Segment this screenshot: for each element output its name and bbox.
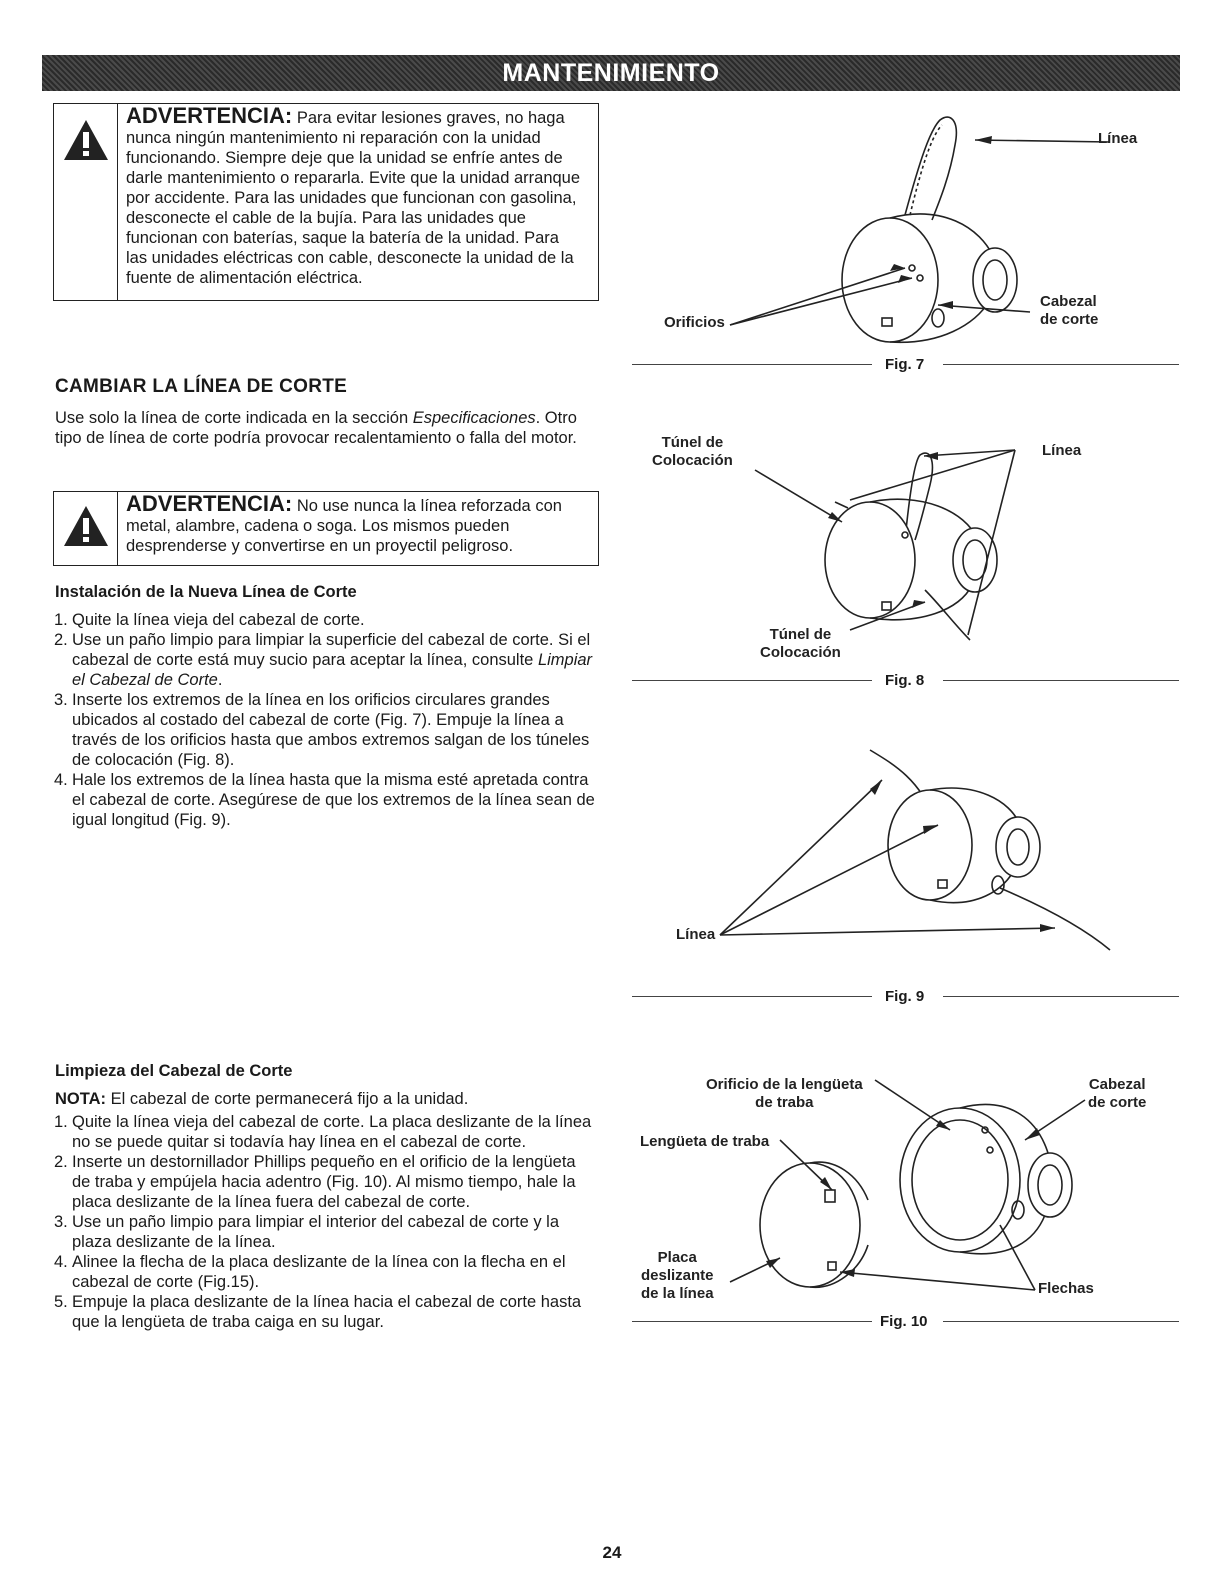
warning-text-block — [118, 104, 589, 300]
list-item — [42, 1152, 597, 1212]
warning-box-line — [53, 491, 599, 566]
fig7-rule-left — [632, 364, 872, 365]
cleaning-title: Limpieza del Cabezal de Corte — [55, 1062, 293, 1080]
list-item — [42, 1252, 597, 1292]
step-number: 2. — [54, 1153, 68, 1171]
fig7-label-cabezal — [1040, 293, 1098, 329]
intro-emphasis: Especificaciones — [412, 409, 536, 427]
section-banner: MANTENIMIENTO — [42, 55, 1180, 91]
step-emphasis: Limpiar el Cabezal de Corte — [72, 651, 593, 689]
fig8-rule-left — [632, 680, 872, 681]
intro-text: Use solo la línea de corte indicada en la sección — [55, 409, 413, 427]
list-item — [42, 1112, 597, 1152]
label-line: de corte — [1088, 1094, 1147, 1111]
warning-box-service — [53, 103, 599, 301]
step-text: Inserte un destornillador Phillips pequeño en el orificio de la lengüeta de traba y empújela hacia adentro (Fig. 10). Al mismo tiempo, hale la placa deslizante de la línea fuera del cabezal de corte. — [72, 1153, 576, 1211]
fig9-label-linea: Línea — [676, 926, 716, 943]
warning-heading: ADVERTENCIA: — [126, 491, 293, 516]
label-line: Placa — [657, 1249, 697, 1266]
fig8-label-linea: Línea — [1042, 442, 1082, 459]
step-text: Empuje la placa deslizante de la línea hacia el cabezal de corte hasta que la lengüeta de traba caiga en su lugar. — [72, 1293, 582, 1331]
install-title: Instalación de la Nueva Línea de Corte — [55, 583, 357, 601]
warning-icon-cell — [54, 492, 118, 565]
fig9-caption: Fig. 9 — [885, 988, 925, 1005]
fig10-rule-right — [943, 1321, 1179, 1322]
intro-text-tail: . Otro tipo de línea de corte podría provocar recalentamiento o falla del motor. — [55, 409, 577, 447]
fig10-caption: Fig. 10 — [880, 1313, 928, 1330]
fig8-label-tunel-top — [652, 434, 733, 470]
step-number: 3. — [54, 1213, 68, 1231]
fig10-label-cabezal — [1088, 1076, 1146, 1112]
step-text-tail: . — [217, 671, 223, 689]
list-item — [42, 630, 597, 690]
step-text: Inserte los extremos de la línea en los orificios circulares grandes ubicados al costado del cabezal de corte (Fig. 7). Empuje la línea a través de los orificios hasta que ambos extremos salgan de los túneles de colocación (Fig. 8). — [72, 691, 590, 769]
step-number: 5. — [54, 1293, 68, 1311]
fig10-label-flechas: Flechas — [1038, 1280, 1094, 1297]
fig7-label-linea: Línea — [1098, 130, 1138, 147]
warning-text: No use nunca la línea reforzada con metal, alambre, cadena o soga. Los mismos pueden desprenderse y convertirse en un proyectil peligroso. — [126, 497, 562, 555]
label-line: Cabezal — [1088, 1076, 1146, 1093]
label-line: deslizante — [641, 1267, 714, 1284]
fig9-rule-left — [632, 996, 872, 997]
label-line: Túnel de — [769, 626, 832, 643]
label-line: de la línea — [641, 1285, 714, 1302]
section-title: CAMBIAR LA LÍNEA DE CORTE — [55, 376, 348, 397]
fig10-label-lengueta: Lengüeta de traba — [640, 1133, 770, 1150]
label-line: Cabezal — [1040, 293, 1097, 310]
step-number: 3. — [54, 691, 68, 709]
list-item — [42, 770, 597, 830]
fig8-rule-right — [943, 680, 1179, 681]
fig7-label-orificios: Orificios — [664, 314, 725, 331]
warning-triangle-icon — [62, 118, 110, 162]
fig7-rule-right — [943, 364, 1179, 365]
cleaning-note — [55, 1089, 595, 1109]
step-text: Quite la línea vieja del cabezal de corte. La placa deslizante de la línea no se puede quitar si todavía hay línea en el cabezal de corte. — [72, 1113, 592, 1151]
step-text: Alinee la flecha de la placa deslizante de la línea con la flecha en el cabezal de corte (Fig.15). — [72, 1253, 566, 1291]
fig9-rule-right — [943, 996, 1179, 997]
page-number: 24 — [602, 1543, 622, 1562]
step-number: 1. — [54, 611, 68, 629]
list-item — [42, 1292, 597, 1332]
step-text: Use un paño limpio para limpiar el interior del cabezal de corte y la plaza deslizante de la línea. — [72, 1213, 559, 1251]
note-text: El cabezal de corte permanecerá fijo a la unidad. — [106, 1090, 469, 1108]
fig8-caption: Fig. 8 — [885, 672, 925, 689]
warning-triangle-icon — [62, 504, 110, 548]
step-number: 2. — [54, 631, 68, 649]
note-label: NOTA: — [55, 1090, 107, 1108]
fig7-caption: Fig. 7 — [885, 356, 925, 373]
label-line: de traba — [755, 1094, 814, 1111]
cleaning-steps — [42, 1112, 597, 1332]
list-item — [42, 690, 597, 770]
warning-icon-cell — [54, 104, 118, 300]
label-line: Orificio de la lengüeta — [706, 1076, 863, 1093]
step-number: 4. — [54, 771, 68, 789]
fig8-label-tunel-bottom — [760, 626, 841, 662]
label-line: Túnel de — [661, 434, 724, 451]
install-steps — [42, 610, 597, 830]
label-line: Colocación — [760, 644, 841, 661]
step-text: Quite la línea vieja del cabezal de corte. — [72, 611, 365, 629]
fig10-label-orificio — [706, 1076, 863, 1112]
warning-text-block — [118, 492, 589, 565]
list-item — [42, 1212, 597, 1252]
label-line: de corte — [1040, 311, 1099, 328]
step-number: 1. — [54, 1113, 68, 1131]
warning-text: Para evitar lesiones graves, no haga nunca ningún mantenimiento ni reparación con la unidad funcionando. Siempre deje que la unidad se enfríe antes de darle mantenimiento o repararla. Evite que la unidad arranque por accidente. Para las unidades que funcionan con gasolina, desconecte el cable de la bujía. Para las unidades que funcionan con baterías, saque la batería de la unidad. Para las unidades eléctricas con cable, desconecte la unidad de la fuente de alimentación eléctrica. — [126, 109, 581, 287]
fig10-label-placa — [641, 1249, 714, 1303]
step-number: 4. — [54, 1253, 68, 1271]
section-intro — [55, 408, 595, 448]
warning-heading: ADVERTENCIA: — [126, 103, 293, 128]
fig10-rule-left — [632, 1321, 872, 1322]
step-text: Use un paño limpio para limpiar la superficie del cabezal de corte. Si el cabezal de corte está muy sucio para aceptar la línea, consulte — [72, 631, 591, 669]
list-item — [42, 610, 597, 630]
step-text: Hale los extremos de la línea hasta que la misma esté apretada contra el cabezal de corte. Asegúrese de que los extremos de la línea sean de igual longitud (Fig. 9). — [72, 771, 595, 829]
label-line: Colocación — [652, 452, 733, 469]
